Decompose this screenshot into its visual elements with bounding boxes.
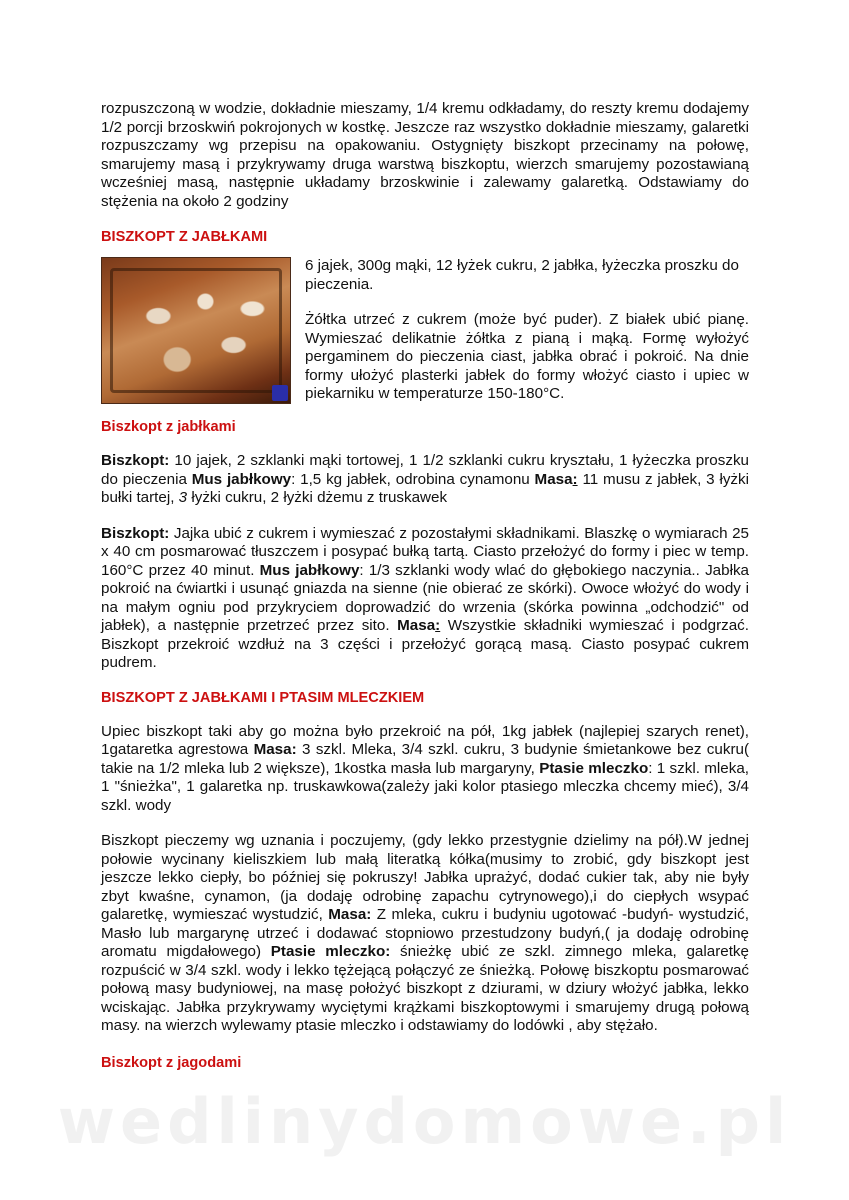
- label-masa-3: Masa:: [253, 741, 297, 758]
- recipe-2-ingredients-text-3: 11 musu z jabłek, 3 łyżki bułki tartej,: [101, 470, 749, 506]
- label-masa-3-method: Masa:: [328, 906, 372, 923]
- recipe-title-biszkopt-z-jagodami: Biszkopt z jagodami: [101, 1054, 242, 1071]
- recipe-3-method-text-2: Z mleka, cukru i budyniu ugotować -budyń- wystudzić, Masło lub margarynę utrzeć i dodawać stopniowo przestudzony budyń,( ja dodaję odrobinę aromatu migdałowego): [101, 906, 749, 960]
- label-ptasie-mleczko-method: Ptasie mleczko:: [270, 943, 391, 960]
- recipe-2-method-text-1: Jajka ubić z cukrem i wymieszać z pozostałymi składnikami. Blaszkę o wymiarach 25 x 40 cm posmarować tłuszczem i posypać bułką tartą. Ciasto przełożyć do formy i piec w temp. 160°C przez 40 minut.: [101, 524, 749, 579]
- recipe-2-ingredients-text-4: łyżki cukru, 2 łyżki dżemu z truskawek: [187, 489, 448, 506]
- cake-photo: [101, 257, 291, 404]
- recipe-2-ingredients-text-1: 10 jajek, 2 szklanki mąki tortowej, 1 1/2 szklanki cukru kryształu, 1 łyżeczka proszku do pieczenia: [101, 452, 749, 488]
- recipe-2-method-text-3: Wszystkie składniki wymieszać i podgrzać. Biszkopt przekroić wzdłuż na 3 części i przełożyć gorącą masą. Ciasto posypać cukrem pudrem.: [101, 617, 749, 671]
- recipe-2-italic-number: 3: [178, 489, 188, 506]
- recipe-3-ingredients: [101, 723, 749, 816]
- label-masa-text: Masa: [534, 470, 573, 488]
- recipe-3-ingredients-text-3: : 1 szkl. mleka, 1 "śnieżka", 1 galaretka np. truskawkowa(zależy jaki kolor ptasiego mleczka chcemy mieć), 3/4 szkl. wody: [101, 759, 749, 814]
- recipe-3-method-text-3: śnieżkę ubić ze szkl. zimnego mleka, galaretkę rozpuścić w 3/4 szkl. wody i lekko tężejącą połączyć ze śnieżką. Połowę biszkoptu posmarować połową masy budyniowej, na masę położyć biszkopt z dziurami, w dziury włożyć jabłka, lekko wciskając. Jabłka przykrywamy wyciętymi krążkami biszkoptowymi i smarujemy drugą połową masy. na wierzch wylewamy ptasie mleczko i odstawiamy do lodówki , aby stężało.: [101, 943, 749, 1034]
- recipe-title-biszkopt-z-jablkami-2: Biszkopt z jabłkami: [101, 419, 236, 435]
- label-masa-method-colon: :: [435, 617, 441, 634]
- recipe-2-method: [101, 525, 749, 673]
- recipe-2-method-text-2: : 1/3 szklanki wody wlać do głębokiego naczynia.. Jabłka pokroić na ćwiartki i usunąć gniazda na sienne (nie obierać ze skórki). Owoce włożyć do wody i na małym ogniu pod przykryciem doprowadzić do wrzenia (skórka powinna „odchodzić" od jabłek), a następnie przetrzeć przez sito.: [101, 561, 749, 634]
- intro-paragraph: rozpuszczoną w wodzie, dokładnie mieszamy, 1/4 kremu odkładamy, do reszty kremu dodajemy 1/2 porcji brzoskwiń pokrojonych w kostkę. Jeszcze raz wszystko dokładnie mieszamy, galaretki rozpuszczamy wg przepisu na opakowaniu. Ostygnięty biszkopt przecinamy na połowę, smarujemy masą i przykrywamy druga warstwą biszkoptu, wierzch smarujemy pozostawianą wcześniej masą, następnie układamy brzoskwinie i zalewamy galaretką. Odstawiamy do stężenia na około 2 godziny: [101, 100, 749, 210]
- recipe-block-1: [101, 257, 749, 404]
- recipe-title-ptasie-mleczko: BISZKOPT Z JABŁKAMI I PTASIM MLECZKIEM: [101, 689, 425, 706]
- recipe-3-ingredients-text-1: Upiec biszkopt taki aby go można było przekroić na pół, 1kg jabłek (najlepiej szarych renet), 1gataretka agrestowa: [101, 722, 749, 758]
- recipe-1-ingredients: 6 jajek, 300g mąki, 12 łyżek cukru, 2 jabłka, łyżeczka proszku do pieczenia.: [305, 257, 739, 293]
- label-masa-method-text: Masa: [397, 617, 436, 634]
- label-masa-colon: :: [572, 470, 578, 488]
- recipe-3-method: [101, 832, 749, 1036]
- recipe-3-ingredients-text-2: 3 szkl. Mleka, 3/4 szkl. cukru, 3 budynie śmietankowe bez cukru( takie na 1/2 mleka lub 2 większe), 1kostka masła lub margaryny,: [101, 741, 750, 777]
- recipe-1-method: Żółtka utrzeć z cukrem (może być puder). Z białek ubić pianę. Wymieszać delikatnie żółtka z pianą i mąką. Formę wyłożyć pergaminem do pieczenia ciast, jabłka obrać i pokroić. Na dnie formy ułożyć plasterki jabłek do formy włożyć ciasto i upiec w piekarniku w temperaturze 150-180°C.: [305, 311, 749, 402]
- site-watermark: wedlinydomowe.pl: [57, 1085, 792, 1158]
- label-masa-method: [397, 617, 440, 634]
- recipe-2-ingredients-text-2: : 1,5 kg jabłek, odrobina cynamonu: [291, 470, 535, 488]
- label-biszkopt-method: Biszkopt:: [101, 524, 170, 542]
- label-mus-jablkowy: Mus jabłkowy: [191, 470, 292, 488]
- label-mus-jablkowy-method: Mus jabłkowy: [259, 561, 360, 579]
- label-biszkopt: Biszkopt:: [101, 452, 170, 469]
- label-ptasie-mleczko: Ptasie mleczko: [539, 759, 649, 777]
- recipe-title-biszkopt-z-jablkami: BISZKOPT Z JABŁKAMI: [101, 229, 268, 245]
- document-page: [101, 100, 749, 1072]
- recipe-3-method-text-1: Biszkopt pieczemy wg uznania i poczujemy, (gdy lekko przestygnie dzielimy na pół).W jednej połowie wycinany kieliszkiem lub małą literatką kółka(musimy to zrobić, gdy biszkopt jest jeszcze lekko ciepły, bo później się pokruszy! Jabłka uprażyć, dodać cukier tak, aby nie były zbyt kwaśne, cynamon, (ja dodaję odrobinę zapachu cytrynowego),i do ciepłych wsypać galaretkę, wymieszać wystudzić,: [101, 832, 749, 923]
- recipe-1-text: [305, 257, 749, 404]
- photo-corner-icon: [272, 385, 288, 401]
- recipe-2-ingredients: [101, 452, 749, 508]
- label-masa: [535, 471, 578, 488]
